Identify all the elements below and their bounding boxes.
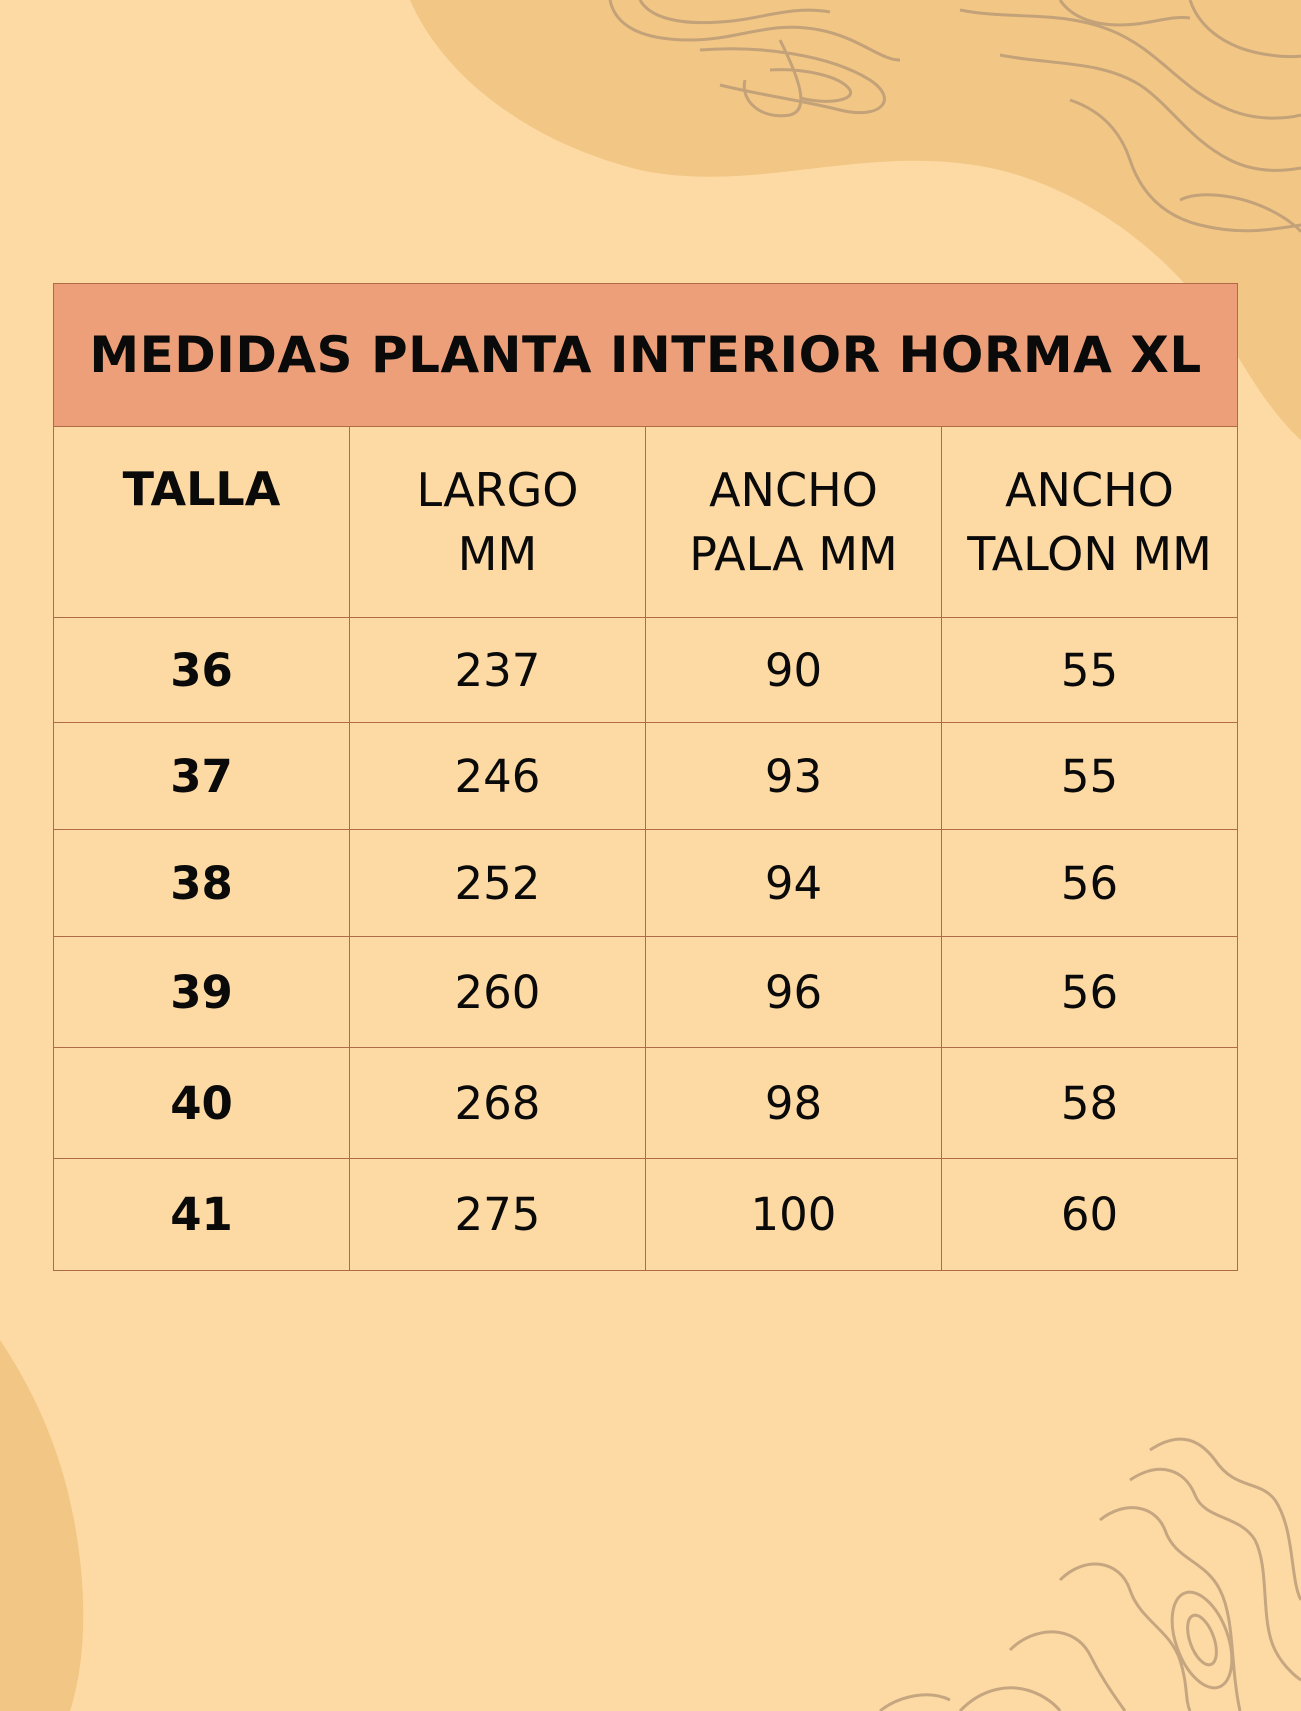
- ancho-pala-cell: 100: [646, 1159, 942, 1271]
- talla-cell: 37: [54, 723, 350, 830]
- header-text: LARGO: [416, 463, 579, 517]
- table-row: [54, 830, 1238, 937]
- table-title: MEDIDAS PLANTA INTERIOR HORMA XL: [54, 284, 1238, 427]
- talla-cell: 39: [54, 937, 350, 1048]
- ancho-pala-cell: 93: [646, 723, 942, 830]
- table-row: [54, 618, 1238, 723]
- ancho-talon-cell: 55: [942, 618, 1238, 723]
- header-text: TALON MM: [967, 527, 1212, 581]
- ancho-pala-cell: 94: [646, 830, 942, 937]
- header-ancho-talon: [942, 427, 1238, 618]
- bottom-left-blob: [0, 1340, 83, 1711]
- header-text: MM: [457, 527, 538, 581]
- largo-cell: 252: [350, 830, 646, 937]
- title-row: [54, 284, 1238, 427]
- talla-cell: 40: [54, 1048, 350, 1159]
- largo-cell: 268: [350, 1048, 646, 1159]
- ancho-talon-cell: 56: [942, 937, 1238, 1048]
- ancho-pala-cell: 90: [646, 618, 942, 723]
- size-table: [53, 283, 1238, 1271]
- table-row: [54, 1159, 1238, 1271]
- header-text: ANCHO: [709, 463, 878, 517]
- header-text: PALA MM: [689, 527, 898, 581]
- talla-cell: 38: [54, 830, 350, 937]
- header-row: [54, 427, 1238, 618]
- header-ancho-pala: [646, 427, 942, 618]
- largo-cell: 275: [350, 1159, 646, 1271]
- ancho-talon-cell: 60: [942, 1159, 1238, 1271]
- talla-cell: 41: [54, 1159, 350, 1271]
- contour-lines-bottom: [880, 1439, 1301, 1711]
- header-text: ANCHO: [1005, 463, 1174, 517]
- talla-cell: 36: [54, 618, 350, 723]
- largo-cell: 246: [350, 723, 646, 830]
- ancho-talon-cell: 55: [942, 723, 1238, 830]
- table-row: [54, 1048, 1238, 1159]
- table-row: [54, 937, 1238, 1048]
- ancho-pala-cell: 96: [646, 937, 942, 1048]
- ancho-talon-cell: 56: [942, 830, 1238, 937]
- ancho-pala-cell: 98: [646, 1048, 942, 1159]
- table-row: [54, 723, 1238, 830]
- ancho-talon-cell: 58: [942, 1048, 1238, 1159]
- largo-cell: 237: [350, 618, 646, 723]
- header-largo: [350, 427, 646, 618]
- header-text: TALLA: [122, 462, 281, 516]
- header-talla: [54, 427, 350, 618]
- largo-cell: 260: [350, 937, 646, 1048]
